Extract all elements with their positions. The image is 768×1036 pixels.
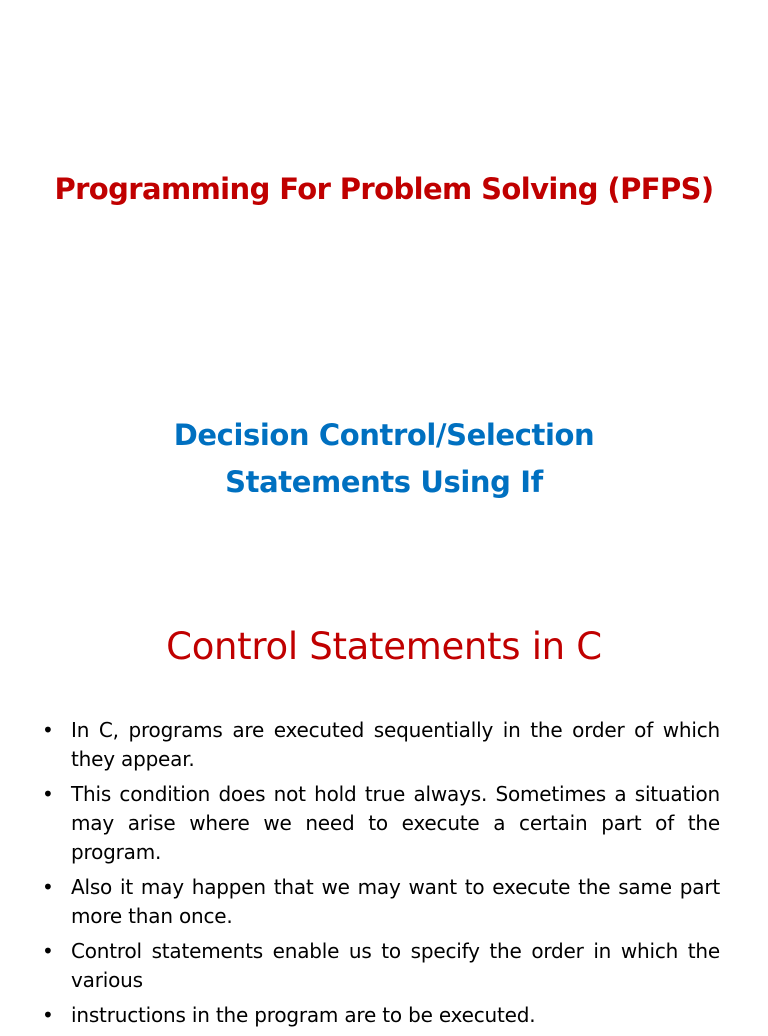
subtitle-line: Decision Control/Selection [173, 418, 595, 452]
bullet-icon: • [42, 782, 54, 806]
bullet-text: Also it may happen that we may want to execute the same part more than once. [71, 875, 720, 928]
bullet-text: This condition does not hold true always. Sometimes a situation may arise where we need to execute a certain part of the program. [71, 782, 720, 864]
list-item [42, 873, 720, 931]
bullet-text: In C, programs are executed sequentially in the order of which they appear. [71, 718, 720, 771]
bullet-icon: • [42, 875, 54, 899]
bullet-text: instructions in the program are to be executed. [71, 1003, 536, 1027]
list-item [42, 716, 720, 774]
bullet-text: Control statements enable us to specify the order in which the various [71, 939, 720, 992]
slide-title: Programming For Problem Solving (PFPS) [54, 172, 714, 206]
bullet-list [42, 716, 720, 1036]
section-heading: Control Statements in C [166, 625, 602, 668]
slide-subtitle [0, 412, 768, 506]
list-item [42, 937, 720, 995]
list-item [42, 780, 720, 867]
bullet-icon: • [42, 1003, 54, 1027]
bullet-icon: • [42, 718, 54, 742]
subtitle-line: Statements Using If [225, 465, 543, 499]
bullet-icon: • [42, 939, 54, 963]
list-item [42, 1001, 720, 1030]
